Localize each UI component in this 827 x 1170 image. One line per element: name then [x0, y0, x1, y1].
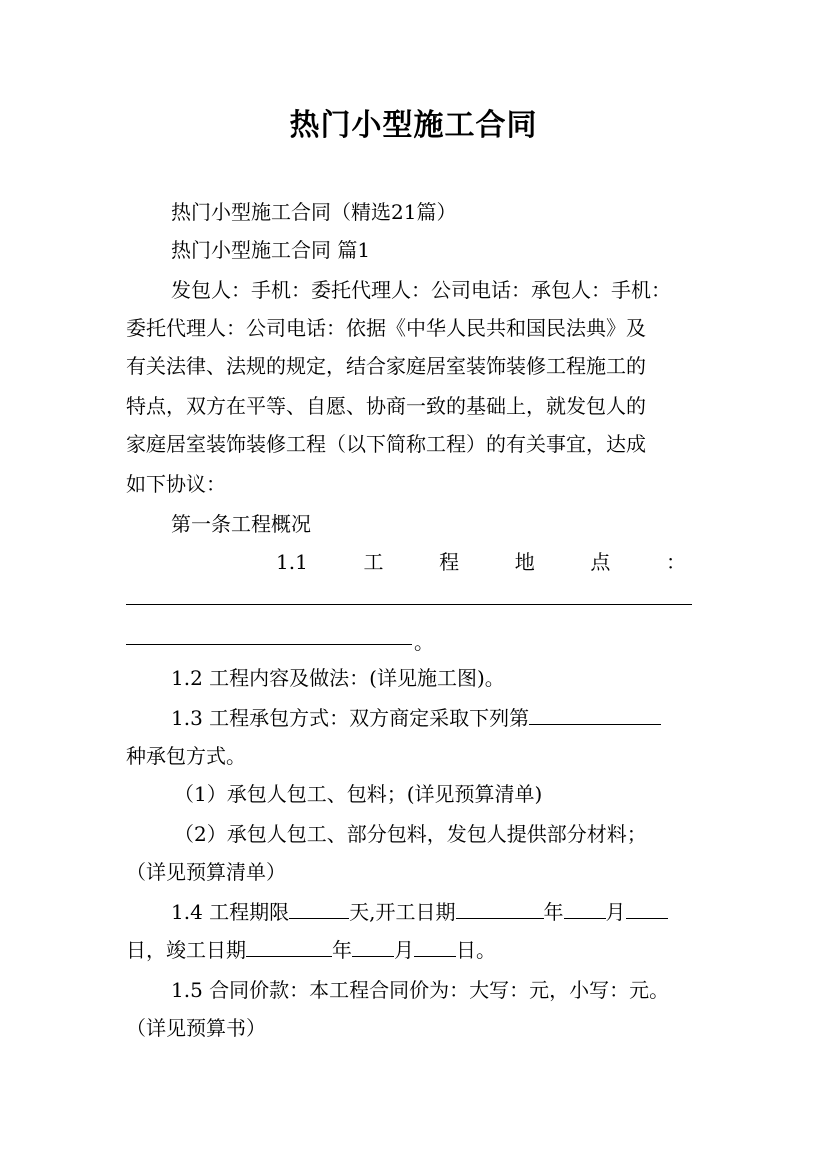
item-1-4-text: 天,开工日期	[349, 900, 456, 924]
item-1-4-line1	[171, 898, 702, 926]
article-heading: 热门小型施工合同 篇1	[171, 238, 371, 262]
blank-underline	[126, 604, 692, 605]
item-1-5-line2: （详见预算书）	[126, 1016, 266, 1040]
option-2-line2: （详见预算清单）	[126, 860, 286, 884]
intro-line: 家庭居室装饰装修工程（以下简称工程）的有关事宜，达成	[126, 432, 646, 456]
item-1-5-line1: 1.5 合同价款：本工程合同价为：大写：元，小写：元。	[171, 978, 670, 1002]
item-1-4-text: 月	[605, 900, 626, 924]
intro-line: 委托代理人：公司电话：依据《中华人民共和国民法典》及	[126, 316, 646, 340]
item-1-4-text: 年	[332, 938, 352, 962]
item-char: 地	[514, 550, 535, 574]
item-1-2: 1.2 工程内容及做法：(详见施工图)。	[171, 666, 505, 690]
blank-field	[246, 936, 332, 957]
blank-field	[456, 898, 544, 919]
item-1-4-text: 日。	[456, 938, 496, 962]
item-1-3-text: 1.3 工程承包方式：双方商定采取下列第	[171, 706, 530, 730]
item-1-3-line2: 种承包方式。	[126, 744, 246, 768]
blank-field	[414, 936, 456, 957]
item-char: 程	[439, 550, 460, 574]
item-1-4-text: 日，竣工日期	[126, 938, 246, 962]
period: 。	[414, 630, 434, 654]
item-1-4-prefix: 1.4 工程期限	[171, 900, 290, 924]
intro-line: 发包人：手机：委托代理人：公司电话：承包人：手机：	[171, 278, 671, 302]
blank-field	[289, 898, 349, 919]
item-char: 工	[363, 550, 384, 574]
item-1-3-line1	[171, 704, 702, 732]
document-subtitle: 热门小型施工合同（精选21篇）	[171, 200, 457, 224]
blank-field	[626, 898, 668, 919]
blank-field	[352, 936, 394, 957]
item-char: 点	[590, 550, 611, 574]
option-2-line1: （2）承包人包工、部分包料，发包人提供部分材料；	[174, 822, 647, 846]
document-title: 热门小型施工合同	[289, 108, 538, 143]
intro-line: 特点，双方在平等、自愿、协商一致的基础上，就发包人的	[126, 394, 646, 418]
intro-line: 有关法律、法规的规定，结合家庭居室装饰装修工程施工的	[126, 354, 646, 378]
blank-underline	[126, 644, 412, 645]
blank-field	[529, 704, 661, 725]
item-1-4-line2	[126, 936, 702, 964]
item-number: 1.1	[276, 550, 308, 574]
item-1-4-text: 年	[543, 900, 564, 924]
intro-line: 如下协议：	[126, 472, 226, 496]
option-1: （1）承包人包工、包料；(详见预算清单)	[174, 782, 543, 806]
blank-field	[564, 898, 606, 919]
item-colon: ：	[665, 550, 686, 574]
section-heading: 第一条工程概况	[171, 512, 311, 536]
item-1-1-line	[276, 548, 686, 576]
item-1-4-text: 月	[394, 938, 414, 962]
